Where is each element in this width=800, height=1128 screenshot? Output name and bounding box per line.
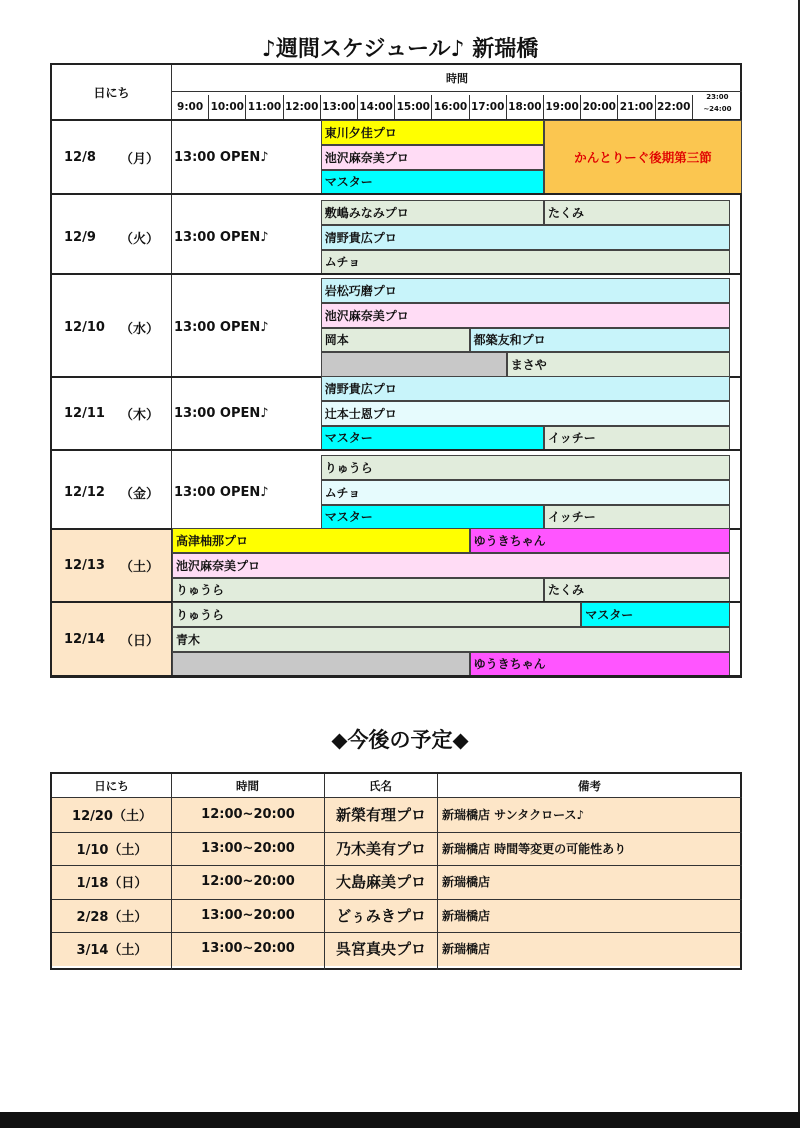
future-note: 新瑞橋店	[442, 908, 491, 923]
schedule-bar: ゆうきちゃん	[470, 652, 730, 677]
time-column-header: 時間	[446, 72, 468, 85]
day-date: 12/13	[64, 557, 105, 573]
future-time: 12:00~20:00	[201, 874, 295, 890]
day-date: 12/11	[64, 405, 105, 421]
future-date: 1/10（土）	[76, 842, 148, 858]
schedule-bar: 青木	[172, 627, 730, 652]
day-date: 12/14	[64, 631, 105, 647]
day-label	[52, 120, 171, 194]
schedule-bar: 敷嶋みなみプロ	[321, 200, 544, 225]
time-tick-label: 13:00	[321, 95, 358, 119]
day-weekday: （土）	[120, 559, 160, 575]
future-column-header: 備考	[578, 778, 601, 793]
future-schedule-heading: ◆今後の予定◆	[331, 728, 469, 752]
open-time-label: 13:00 OPEN♪	[174, 405, 269, 421]
divider	[52, 675, 742, 677]
divider	[52, 449, 742, 451]
time-tick-label: 16:00	[432, 95, 469, 119]
schedule-bar: 池沢麻奈美プロ	[172, 553, 730, 578]
event-bar: かんとりーぐ後期第三節	[544, 120, 742, 194]
future-name: どぅみきプロ	[336, 906, 426, 925]
schedule-bar: 池沢麻奈美プロ	[321, 303, 730, 328]
schedule-bar	[172, 652, 470, 677]
schedule-bar: ムチョ	[321, 480, 730, 505]
schedule-bar: マスター	[321, 170, 544, 195]
time-tick-label: 15:00	[395, 95, 432, 119]
schedule-bar: ゆうきちゃん	[470, 528, 730, 553]
day-weekday: （日）	[120, 633, 160, 649]
open-time-label: 13:00 OPEN♪	[174, 320, 269, 336]
schedule-bar: ムチョ	[321, 250, 730, 275]
future-name: 呉宮真央プロ	[335, 940, 426, 959]
schedule-bar: 岩松巧磨プロ	[321, 278, 730, 303]
time-tick-label: 14:00	[358, 95, 395, 119]
future-schedule-table	[50, 772, 742, 970]
time-tick-label: 12:00	[284, 95, 321, 119]
schedule-bar: 高津柚那プロ	[172, 528, 470, 553]
time-tick-label: 17:00	[470, 95, 507, 119]
page-footer-band	[0, 1112, 800, 1128]
future-note: 新瑞橋店 時間等変更の可能性あり	[442, 841, 627, 856]
day-label	[52, 376, 171, 450]
day-date: 12/12	[64, 484, 105, 500]
weekly-schedule-table	[50, 63, 742, 678]
schedule-bar	[321, 352, 507, 377]
date-column-header: 日にち	[93, 86, 130, 100]
future-date: 1/18（日）	[76, 876, 148, 892]
day-rows	[52, 65, 742, 676]
time-tick-label: 10:00	[209, 95, 246, 119]
schedule-bar: 東川夕佳プロ	[321, 120, 544, 145]
time-tick-label: 19:00	[544, 95, 581, 119]
future-time: 13:00~20:00	[201, 840, 295, 856]
day-weekday: （木）	[120, 407, 160, 423]
future-date: 2/28（土）	[76, 909, 148, 925]
future-note: 新瑞橋店	[442, 942, 491, 957]
schedule-bar: りゅうら	[172, 602, 581, 627]
day-weekday: （金）	[120, 486, 160, 502]
future-column-header: 氏名	[369, 778, 392, 793]
schedule-bar: マスター	[321, 505, 544, 530]
open-time-label: 13:00 OPEN♪	[174, 484, 269, 500]
time-tick-label: 18:00	[507, 95, 544, 119]
schedule-bar: たくみ	[544, 200, 730, 225]
day-label	[52, 200, 171, 274]
time-tick-label: 21:00	[618, 95, 655, 119]
future-column-header: 時間	[236, 778, 259, 793]
schedule-bar: 岡本	[321, 328, 470, 353]
divider	[52, 193, 742, 195]
schedule-bar: イッチー	[544, 426, 730, 451]
day-label	[52, 602, 171, 676]
page-title: ♪週間スケジュール♪ 新瑞橋	[261, 37, 539, 62]
day-label	[52, 528, 171, 602]
divider	[52, 273, 742, 275]
day-date: 12/9	[64, 229, 96, 245]
future-name: 乃木美有プロ	[335, 839, 426, 858]
day-date: 12/8	[64, 149, 96, 165]
day-weekday: （水）	[120, 322, 160, 338]
schedule-bar: 辻本士恩プロ	[321, 401, 730, 426]
future-column-header: 日にち	[94, 778, 129, 793]
time-tick-label: 9:00	[172, 95, 209, 119]
open-time-label: 13:00 OPEN♪	[174, 229, 269, 245]
future-note: 新瑞橋店 サンタクロース♪	[442, 808, 585, 823]
schedule-bar: りゅうら	[172, 578, 544, 603]
day-date: 12/10	[64, 320, 105, 336]
time-tick-end-bottom: ~24:00	[703, 105, 732, 113]
future-note: 新瑞橋店	[442, 875, 491, 890]
schedule-bar: 都築友和プロ	[470, 328, 730, 353]
future-name: 新榮有理プロ	[335, 806, 426, 825]
schedule-bar: イッチー	[544, 505, 730, 530]
day-weekday: （火）	[120, 231, 160, 247]
time-tick-label: 22:00	[656, 95, 693, 119]
schedule-bar: りゅうら	[321, 455, 730, 480]
schedule-bar: まさや	[507, 352, 730, 377]
day-label	[52, 278, 171, 377]
future-date: 3/14（土）	[76, 943, 148, 959]
schedule-bar: 清野貴広プロ	[321, 376, 730, 401]
schedule-bar: たくみ	[544, 578, 730, 603]
schedule-bar: 池沢麻奈美プロ	[321, 145, 544, 170]
time-tick-end-top: 23:00	[706, 93, 729, 101]
day-weekday: （月）	[120, 151, 160, 167]
future-time: 13:00~20:00	[201, 907, 295, 923]
day-label	[52, 455, 171, 529]
schedule-bar: マスター	[321, 426, 544, 451]
future-name: 大島麻美プロ	[335, 873, 426, 892]
future-time: 12:00~20:00	[201, 807, 295, 823]
future-date: 12/20（土）	[72, 809, 152, 825]
time-tick-label: 11:00	[246, 95, 283, 119]
open-time-label: 13:00 OPEN♪	[174, 149, 269, 165]
schedule-bar: 清野貴広プロ	[321, 225, 730, 250]
time-tick-label: 20:00	[581, 95, 618, 119]
future-time: 13:00~20:00	[201, 941, 295, 957]
schedule-bar: マスター	[581, 602, 730, 627]
